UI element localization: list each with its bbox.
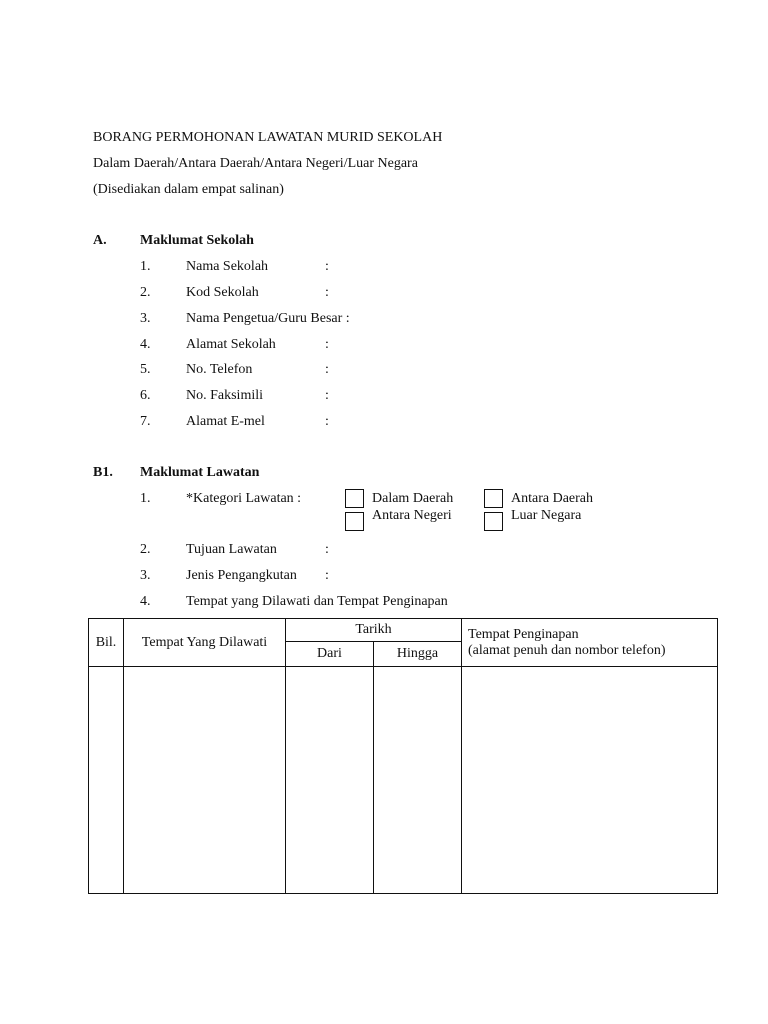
header-hingga: Hingga <box>374 642 462 667</box>
cell-dari[interactable] <box>286 667 374 894</box>
item-number: 5. <box>140 362 151 377</box>
checkbox-antara-negeri[interactable] <box>345 512 364 531</box>
table-row <box>89 667 718 894</box>
field-colon: : <box>325 542 329 557</box>
field-label-nama-pengetua: Nama Pengetua/Guru Besar : <box>186 311 350 326</box>
item-number: 3. <box>140 311 151 326</box>
cell-bil[interactable] <box>89 667 124 894</box>
header-bil: Bil. <box>89 619 124 667</box>
field-colon: : <box>325 568 329 583</box>
field-colon: : <box>325 414 329 429</box>
header-penginapan-line1: Tempat Penginapan <box>468 626 579 642</box>
item-number: 2. <box>140 542 151 557</box>
section-b1-letter: B1. <box>93 465 113 480</box>
item-number: 4. <box>140 337 151 352</box>
field-label-alamat-emel: Alamat E-mel <box>186 414 265 429</box>
field-label-alamat-sekolah: Alamat Sekolah <box>186 337 276 352</box>
field-colon: : <box>325 362 329 377</box>
header-tarikh: Tarikh <box>286 619 462 642</box>
field-label-tujuan-lawatan: Tujuan Lawatan <box>186 542 277 557</box>
section-b1-title: Maklumat Lawatan <box>140 465 260 480</box>
option-label-antara-daerah: Antara Daerah <box>511 491 594 506</box>
item-number: 2. <box>140 285 151 300</box>
form-title: BORANG PERMOHONAN LAWATAN MURID SEKOLAH <box>93 130 443 145</box>
item-number: 1. <box>140 259 151 274</box>
field-colon: : <box>325 337 329 352</box>
form-note: (Disediakan dalam empat salinan) <box>93 182 284 197</box>
item-number: 6. <box>140 388 151 403</box>
header-tempat-dilawati: Tempat Yang Dilawati <box>124 619 286 667</box>
cell-hingga[interactable] <box>374 667 462 894</box>
field-colon: : <box>325 259 329 274</box>
field-label-kategori-lawatan: *Kategori Lawatan : <box>186 491 302 506</box>
field-label-nama-sekolah: Nama Sekolah <box>186 259 269 274</box>
item-number: 1. <box>140 491 151 506</box>
field-label-jenis-pengangkutan: Jenis Pengangkutan <box>186 568 297 583</box>
visit-table <box>88 618 718 894</box>
field-colon: : <box>325 285 329 300</box>
item-number: 3. <box>140 568 151 583</box>
option-label-dalam-daerah: Dalam Daerah <box>372 491 454 506</box>
form-subtitle: Dalam Daerah/Antara Daerah/Antara Negeri/Luar Negara <box>93 156 418 171</box>
checkbox-dalam-daerah[interactable] <box>345 489 364 508</box>
section-a-title: Maklumat Sekolah <box>140 233 254 248</box>
header-penginapan-line2: (alamat penuh dan nombor telefon) <box>468 642 666 658</box>
section-a-letter: A. <box>93 233 107 248</box>
header-tempat-penginapan <box>462 619 718 667</box>
checkbox-antara-daerah[interactable] <box>484 489 503 508</box>
item-number: 4. <box>140 594 151 609</box>
checkbox-luar-negara[interactable] <box>484 512 503 531</box>
field-colon: : <box>325 388 329 403</box>
cell-penginapan[interactable] <box>462 667 718 894</box>
field-label-no-faksimili: No. Faksimili <box>186 388 264 403</box>
field-label-kod-sekolah: Kod Sekolah <box>186 285 259 300</box>
option-label-luar-negara: Luar Negara <box>511 508 582 523</box>
header-dari: Dari <box>286 642 374 667</box>
field-label-no-telefon: No. Telefon <box>186 362 253 377</box>
cell-tempat[interactable] <box>124 667 286 894</box>
item-number: 7. <box>140 414 151 429</box>
field-label-tempat-dilawati: Tempat yang Dilawati dan Tempat Penginapan <box>186 594 448 609</box>
option-label-antara-negeri: Antara Negeri <box>372 508 452 523</box>
